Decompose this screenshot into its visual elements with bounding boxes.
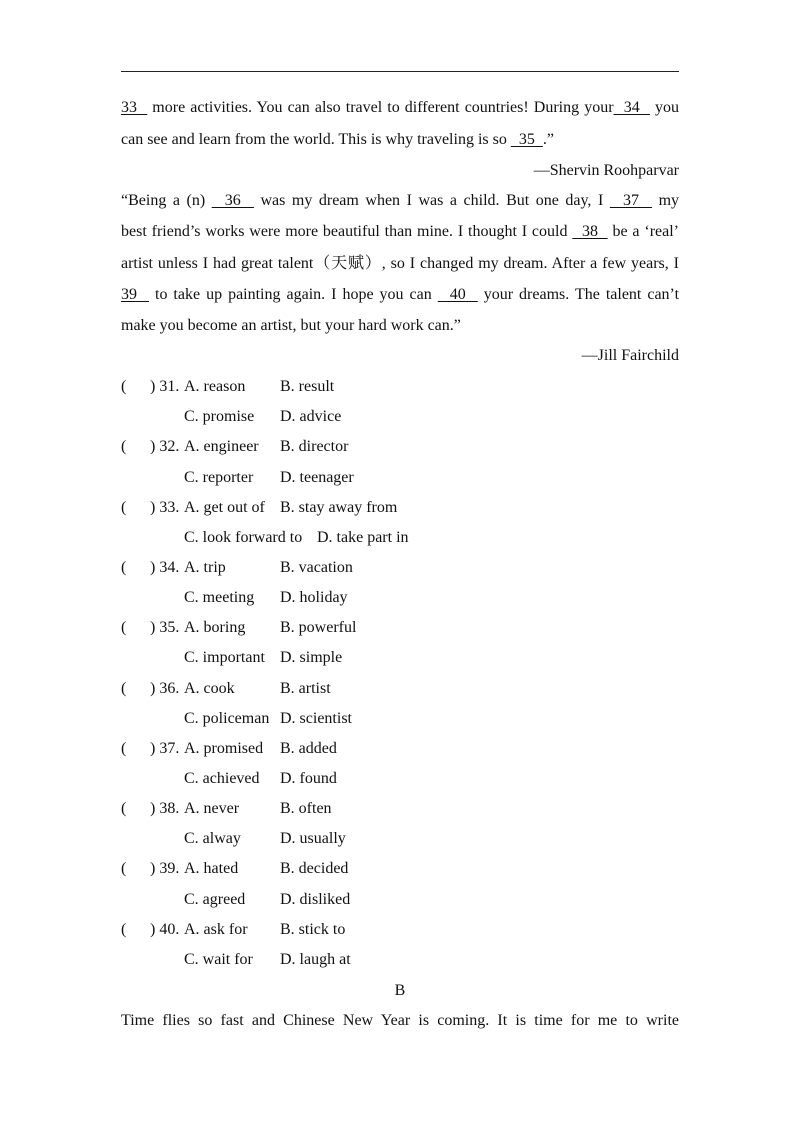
- signature-shervin: —Shervin Roohparvar: [533, 162, 679, 179]
- option-c[interactable]: C. policeman: [184, 709, 270, 727]
- question-row: [121, 799, 541, 819]
- option-c[interactable]: C. meeting: [184, 589, 255, 607]
- option-a[interactable]: A. trip: [184, 558, 226, 576]
- option-a[interactable]: A. never: [184, 800, 240, 818]
- option-d[interactable]: D. teenager: [280, 468, 354, 486]
- question-number: ) 35.: [150, 619, 180, 637]
- option-d[interactable]: D. take part in: [317, 528, 409, 546]
- option-d[interactable]: D. advice: [280, 408, 342, 426]
- answer-slot[interactable]: (: [121, 498, 127, 516]
- question-row: [121, 437, 541, 457]
- question-row-options: [121, 890, 541, 910]
- passage-b-first-line: Time flies so fast and Chinese New Year is coming. It is time for me to write: [121, 1012, 679, 1029]
- answer-slot[interactable]: (: [121, 438, 127, 456]
- option-b[interactable]: B. stay away from: [280, 498, 398, 516]
- question-number: ) 36.: [150, 679, 180, 697]
- option-c[interactable]: C. reporter: [184, 468, 254, 486]
- text-segment: your dreams. The talent can’t: [477, 286, 680, 303]
- question-row: [121, 498, 541, 518]
- option-d[interactable]: D. found: [280, 770, 337, 787]
- question-number: ) 37.: [150, 739, 180, 757]
- text-segment: you: [649, 99, 680, 116]
- option-d[interactable]: D. disliked: [280, 890, 351, 908]
- text-segment: “Being a (n): [121, 192, 212, 209]
- question-row-options: [121, 648, 541, 668]
- text-segment: best friend’s works were more beautiful than mine. I thought I could: [121, 223, 573, 240]
- question-row-options: [121, 468, 541, 488]
- question-row-options: [121, 709, 541, 729]
- text-segment: .”: [542, 131, 554, 148]
- option-c[interactable]: C. achieved: [184, 770, 260, 787]
- section-b-heading: B: [394, 982, 406, 999]
- option-b[interactable]: B. vacation: [280, 558, 353, 576]
- answer-blank: 34: [613, 99, 650, 116]
- answer-slot[interactable]: (: [121, 739, 127, 757]
- signature-jill: —Jill Fairchild: [581, 347, 679, 364]
- question-row-options: [121, 407, 541, 427]
- option-b[interactable]: B. artist: [280, 679, 331, 697]
- question-row: [121, 618, 541, 638]
- question-row: [121, 739, 541, 759]
- passage-line: [121, 130, 679, 150]
- option-c[interactable]: C. important: [184, 649, 265, 667]
- option-b[interactable]: B. powerful: [280, 619, 357, 637]
- answer-slot[interactable]: (: [121, 920, 127, 938]
- question-number: ) 38.: [150, 800, 180, 818]
- answer-blank: 36: [211, 192, 254, 209]
- passage-line: [121, 285, 679, 305]
- text-segment: to take up painting again. I hope you can: [149, 286, 438, 303]
- question-row-options: [121, 528, 541, 548]
- option-b[interactable]: B. director: [280, 438, 349, 456]
- answer-slot[interactable]: (: [121, 800, 127, 818]
- option-b[interactable]: B. decided: [280, 860, 349, 878]
- question-row-options: [121, 588, 541, 608]
- option-d[interactable]: D. holiday: [280, 589, 348, 607]
- option-a[interactable]: A. ask for: [184, 920, 248, 938]
- option-c[interactable]: C. look forward to: [184, 528, 303, 546]
- option-a[interactable]: A. get out of: [184, 498, 265, 516]
- question-number: ) 40.: [150, 920, 180, 938]
- option-a[interactable]: A. reason: [184, 378, 246, 395]
- option-c[interactable]: C. agreed: [184, 890, 246, 908]
- text-segment: artist unless I had great talent（天赋）, so I changed my dream. After a few years, I: [121, 255, 679, 272]
- option-d[interactable]: D. scientist: [280, 709, 352, 727]
- text-segment: can see and learn from the world. This is why traveling is so: [121, 131, 511, 148]
- answer-slot[interactable]: (: [121, 860, 127, 878]
- question-row-options: [121, 829, 541, 849]
- question-row: [121, 558, 541, 578]
- option-c[interactable]: C. alway: [184, 830, 241, 848]
- option-a[interactable]: A. hated: [184, 860, 239, 878]
- answer-slot[interactable]: (: [121, 558, 127, 576]
- question-number: ) 31.: [150, 378, 180, 395]
- question-number: ) 39.: [150, 860, 180, 878]
- question-row: [121, 377, 541, 397]
- question-number: ) 32.: [150, 438, 180, 456]
- header-rule: [121, 71, 679, 72]
- passage-line: [121, 191, 679, 211]
- question-number: ) 34.: [150, 558, 180, 576]
- answer-slot[interactable]: (: [121, 619, 127, 637]
- passage-line: [121, 254, 679, 274]
- option-d[interactable]: D. simple: [280, 649, 343, 667]
- option-d[interactable]: D. laugh at: [280, 950, 351, 968]
- passage-line: [121, 98, 679, 118]
- question-row: [121, 859, 541, 879]
- option-a[interactable]: A. boring: [184, 619, 246, 637]
- passage-line: [121, 316, 679, 336]
- answer-blank: 40: [437, 286, 478, 303]
- option-a[interactable]: A. promised: [184, 739, 264, 757]
- question-row: [121, 920, 541, 940]
- answer-blank: 38: [572, 223, 608, 240]
- option-b[interactable]: B. stick to: [280, 920, 346, 938]
- question-number: ) 33.: [150, 498, 180, 516]
- option-b[interactable]: B. often: [280, 800, 332, 818]
- text-segment: make you become an artist, but your hard work can.”: [121, 317, 461, 334]
- question-row-options: [121, 950, 541, 970]
- option-b[interactable]: B. result: [280, 378, 335, 395]
- option-a[interactable]: A. engineer: [184, 438, 259, 456]
- text-segment: be a ‘real’: [607, 223, 680, 240]
- answer-slot[interactable]: (: [121, 378, 127, 395]
- answer-blank: 37: [609, 192, 653, 209]
- answer-slot[interactable]: (: [121, 679, 127, 697]
- option-c[interactable]: C. promise: [184, 408, 255, 426]
- question-row-options: [121, 769, 541, 789]
- answer-blank: 35: [510, 131, 543, 148]
- passage-line: [121, 222, 679, 242]
- option-c[interactable]: C. wait for: [184, 950, 253, 968]
- question-row: [121, 679, 541, 699]
- option-b[interactable]: B. added: [280, 739, 337, 757]
- answer-blank: 33: [121, 99, 148, 116]
- option-d[interactable]: D. usually: [280, 830, 346, 848]
- text-segment: more activities. You can also travel to different countries! During your: [147, 99, 614, 116]
- option-a[interactable]: A. cook: [184, 679, 235, 697]
- text-segment: my: [652, 192, 680, 209]
- answer-blank: 39: [121, 286, 149, 303]
- text-segment: was my dream when I was a child. But one day, I: [253, 192, 610, 209]
